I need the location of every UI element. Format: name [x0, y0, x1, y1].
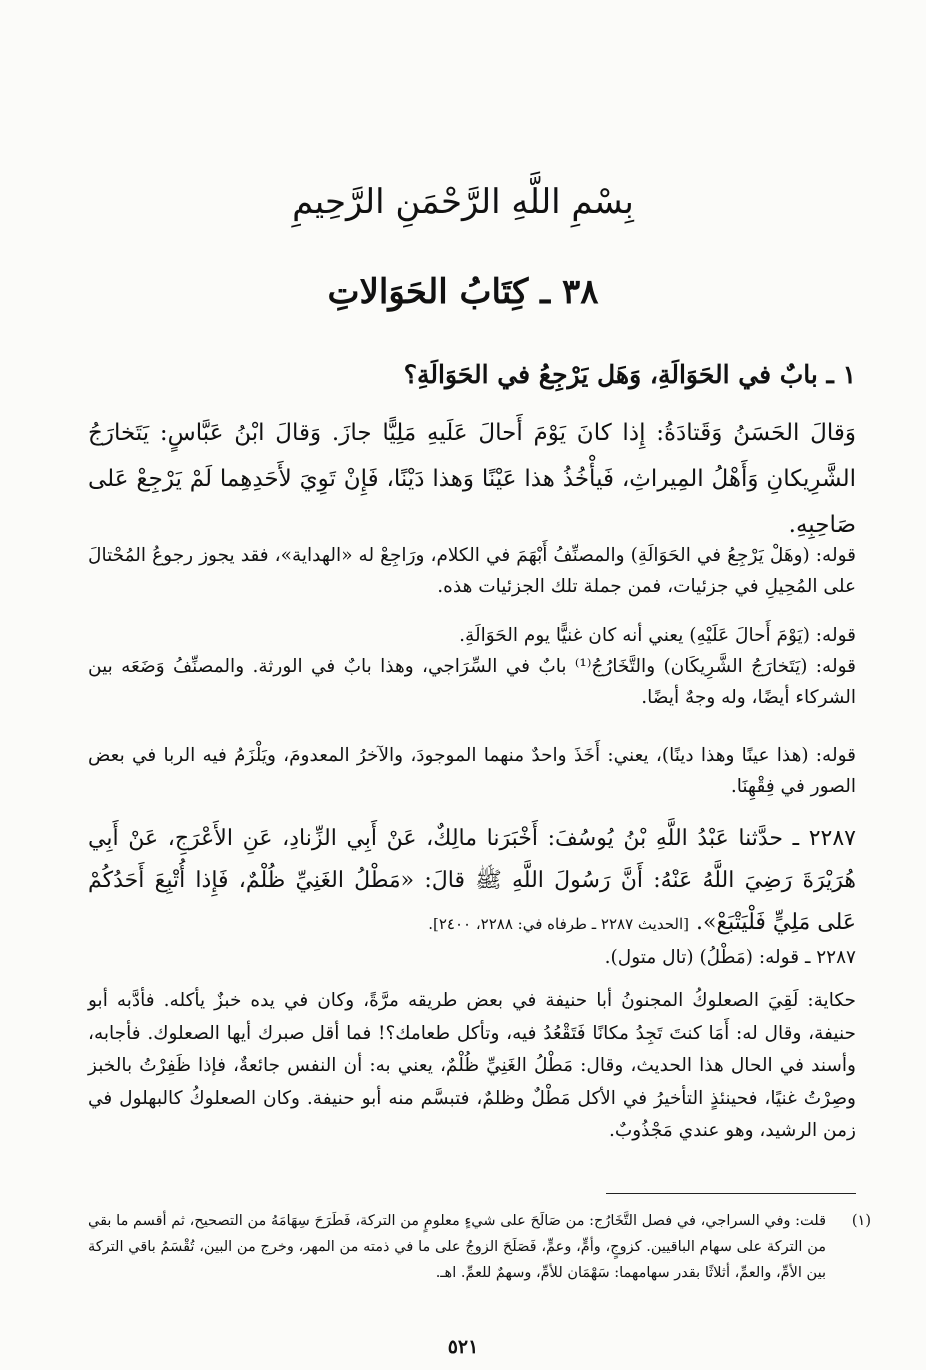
hadith-text: ٢٢٨٧ ـ حدَّثنا عَبْدُ اللَّهِ بْنُ يُوسُفَ: أَخْبَرَنا مالِكٌ، عَنْ أَبِي الزِّنادِ، عَنِ الأَعْرَجِ، عَنْ أَبِي هُرَيْرَةَ رَضِيَ اللَّهُ عَنْهُ: أَنَّ رَسُولَ اللَّهِ ﷺ قالَ: «مَطْلُ الغَنِيِّ ظُلْمٌ، فَإِذا أُتْبِعَ أَحَدُكُمْ عَلى مَلِيٍّ فَلْيَتْبَعْ».	[88, 826, 856, 935]
basmala-heading: بِسْمِ اللَّهِ الرَّحْمَنِ الرَّحِيمِ	[292, 182, 634, 222]
footnote-number: (١)	[851, 1213, 871, 1229]
page-number: ٥٢١	[447, 1336, 479, 1358]
footnote	[88, 1208, 871, 1286]
book-title: ٣٨ ـ كِتَابُ الحَوَالاتِ	[327, 272, 599, 312]
main-text-paragraph: وَقالَ الحَسَنُ وَقَتادَةُ: إِذا كانَ يَوْمَ أَحالَ عَلَيهِ مَلِيًّا جازَ. وَقالَ ابْنُ عَبَّاسٍ: يَتَخارَجُ الشَّرِيكانِ وَأَهْلُ المِيراثِ، فَيأْخُذُ هذا عَيْنًا وَهذا دَيْنًا، فَإِنْ تَوِيَ لأَحَدِهِما لَمْ يَرْجِعْ عَلى صَاحِبِهِ.	[88, 420, 856, 538]
chapter-heading: ١ ـ بابٌ في الحَوَالَةِ، وَهَل يَرْجِعُ في الحَوَالَةِ؟	[403, 360, 856, 389]
hadith-2287	[88, 818, 856, 945]
commentary-paragraph-4: قوله: (هذا عينًا وهذا دينًا)، يعني: أَخَذَ واحدٌ منهما الموجودَ، والآخرُ المعدومَ، ويَلْزَمُ فيه الربا في بعض الصور في فِقْهِنَا.	[88, 745, 856, 797]
hadith-reference: [الحديث ٢٢٨٧ ـ طرفاه في: ٢٢٨٨، ٢٤٠٠].	[428, 915, 689, 933]
footnote-divider	[606, 1193, 856, 1194]
footnote-text: قلت: وفي السراجي، في فصل التَّخَارُج: من صَالَحَ على شيءٍ معلومٍ من التركة، فَطَرَحَ سِهَامَهُ من التصحيح، ثم أقسم ما بقي من التركة على سهام الباقيين. كزوجٍ، وأمٍّ، وعمٍّ، فَصَلَحَ الزوجُ على ما في ذمته من المهر، وخرج من البين، تُقْسَمُ باقي التركة بين الأمِّ، والعمِّ، أثلاثًا بقدر سهامهما: سَهْمَان للأمِّ، وسهمٌ للعمِّ. اهـ.	[88, 1213, 826, 1281]
commentary-paragraph-5: ٢٢٨٧ ـ قوله: (مَطْلُ) (تال متول).	[604, 947, 856, 968]
commentary-paragraph-1: قوله: (وهَلْ يَرْجِعُ في الحَوَالَةِ) والمصنِّفُ أَبْهَمَ في الكلام، ورَاجِعْ له «الهداية»، فقد يجوز رجوعُ المُحْتالَ على المُحِيلِ في جزئيات، فمن جملة تلك الجزئيات هذه.	[88, 545, 856, 597]
commentary-paragraph-2: قوله: (يَوْمَ أَحالَ عَلَيْهِ) يعني أنه كان غنيًّا يوم الحَوَالَةِ.	[459, 625, 856, 646]
story-paragraph: حكاية: لَقِيَ الصعلوكُ المجنونُ أبا حنيفة في بعض طريقه مرَّةً، وكان في يده خبزٌ يأكله. فأدَّبه أبو حنيفة، وقال له: أَمَا كنتَ تَجِدُ مكانًا فَتَقْعُدُ فيه، وتأكل طعامك؟! فما أقل صبرك أيها الصعلوك. فأجابه، وأسند في الحال هذا الحديث، وقال: مَطْلُ الغَنِيِّ ظُلْمٌ، يعني به: أن النفس جائعةٌ، فإذا ظَفِرْتُ بالخبز وصِرْتُ غنيًا، فحينئذٍ التأخيرُ في الأكل مَطْلٌ وظلمٌ، فتبسَّم منه أبو حنيفة. وكان الصعلوكُ كالبهلول في زمن الرشيد، وهو عندي مَجْذُوبٌ.	[88, 990, 856, 1141]
commentary-paragraph-3: قوله: (يَتَخارَجُ الشَّرِيكَان) والتَّخَارُجُ⁽¹⁾ بابٌ في السِّرَاجي، وهذا بابٌ في الورثة. والمصنِّفُ وَضَعَه بين الشركاء أيضًا، وله وجهٌ أيضًا.	[88, 656, 856, 708]
